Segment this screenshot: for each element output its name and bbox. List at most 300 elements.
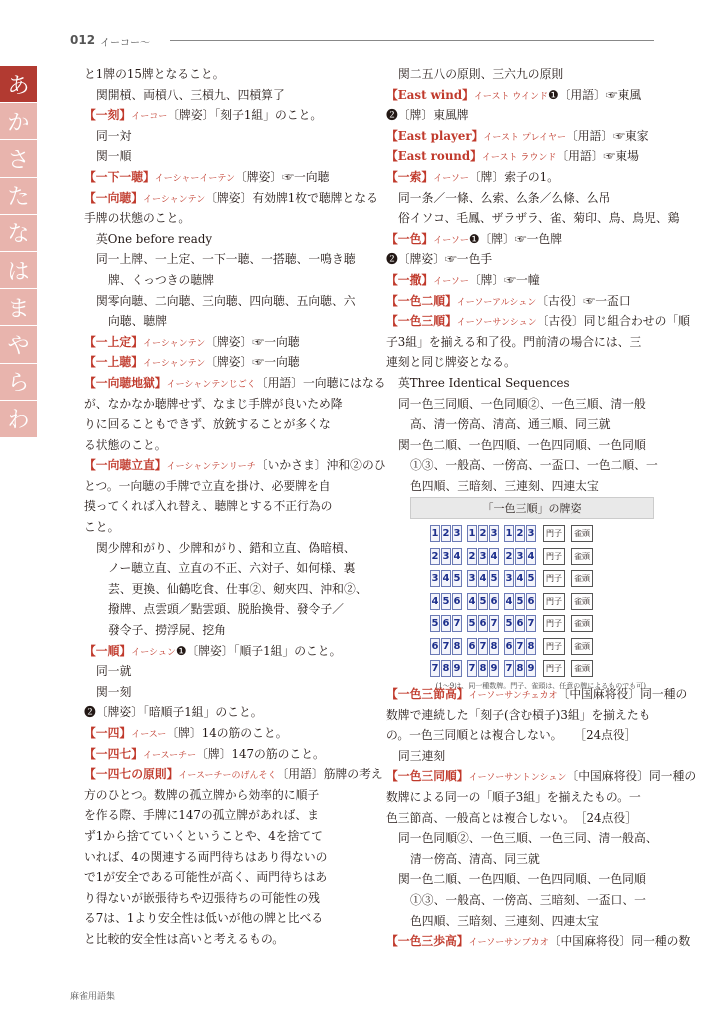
line-text: 関一色二順、一色四順、一色四同順、一色同順 [398, 437, 646, 452]
text-line [84, 785, 364, 806]
entry-headword-line [84, 167, 364, 188]
line-text: 手牌の状態のこと。 [84, 211, 191, 226]
headword-reading: イーソーサントンシュン [468, 773, 567, 784]
line-text: 同一色三同順、一色同順②、一色三順、清一般 [398, 396, 646, 411]
number-tile: 7 [489, 615, 499, 632]
text-line [386, 455, 656, 476]
line-text: 〔牌〕147の筋のこと。 [196, 746, 325, 761]
line-text: 〔牌姿〕☞一向聴 [235, 169, 330, 184]
text-line [84, 85, 364, 106]
text-line [84, 414, 364, 435]
number-tile: 8 [526, 638, 536, 655]
headword-reading: イーコー [131, 112, 168, 123]
line-text: 摸ってくれば入れ替え、聴牌とする不正行為の [84, 499, 333, 514]
line-text: いれば、4の関連する両門待ちはあり得ないの [84, 849, 328, 864]
number-tile: 2 [430, 548, 440, 565]
tile-row [430, 591, 654, 612]
text-line [386, 414, 656, 435]
line-text: 色四順、三暗刻、三連刻、四連太宝 [410, 913, 599, 928]
headword: 【一順】 [84, 643, 132, 658]
line-text: 〔牌姿〕有効牌1枚で聴牌となる [205, 190, 378, 205]
line-text: 同一就 [96, 664, 132, 679]
meld-placeholder-tile: 門子 [543, 570, 565, 587]
line-text: 〔牌〕14の筋のこと。 [166, 726, 288, 740]
index-tab: な [0, 215, 37, 252]
line-text: 関一順 [96, 149, 132, 164]
headword: 【一四七】 [84, 746, 143, 761]
line-text: ❷〔牌〕東風牌 [386, 108, 469, 123]
line-text: 發令子、撈浮屍、挖角 [108, 623, 226, 638]
text-line [386, 869, 656, 890]
number-tile: 2 [467, 548, 477, 565]
line-text: 子3組」を揃える和了役。門前清の場合には、三 [386, 334, 642, 349]
number-tile: 3 [515, 548, 525, 565]
line-text: 〔牌〕☞一幢 [468, 272, 540, 287]
line-text: ①③、一般高、一傍高、一盃口、一色二順、一 [410, 458, 658, 473]
number-tile: 5 [441, 593, 451, 610]
index-tab: か [0, 103, 37, 140]
text-line [84, 291, 364, 312]
index-tab: あ [0, 66, 37, 103]
text-line [84, 208, 364, 229]
number-tile: 3 [526, 525, 536, 542]
headword: 【一索】 [386, 169, 434, 184]
line-text: 同一対 [96, 128, 132, 143]
text-line [84, 599, 364, 620]
index-tab: わ [0, 401, 37, 438]
entry-headword-line [386, 291, 656, 312]
line-text: 撥牌、点雲頭／點雲頭、脱胎換骨、發令子／ [108, 602, 344, 617]
figure-title: 「一色三順」の牌姿 [410, 497, 654, 519]
headword: 【一向聴地獄】 [84, 375, 167, 390]
page-number: 012 [70, 33, 96, 47]
number-tile: 7 [441, 638, 451, 655]
page-header [70, 33, 654, 47]
entry-headword-line [386, 126, 656, 147]
headword-reading: イースト ウインド [473, 91, 549, 102]
meld-placeholder-tile: 門子 [543, 548, 565, 565]
number-tile: 4 [441, 570, 451, 587]
headword: 【一下一聴】 [84, 169, 155, 184]
line-text: が、なかなか聴牌せず、なまじ手牌が良いため降 [84, 396, 343, 411]
text-line [84, 249, 364, 270]
tile-row [430, 568, 654, 589]
entry-headword-line [84, 723, 364, 744]
text-line [84, 579, 368, 600]
number-tile: 9 [489, 660, 499, 677]
text-line [84, 620, 364, 641]
number-tile: 3 [430, 570, 440, 587]
line-text: 〔中国麻将役〕同一種の数 [548, 934, 691, 949]
headword-reading: イーソーサンシュン [456, 318, 537, 329]
line-text: ①③、一般高、一傍高、三暗刻、一盃口、一 [410, 892, 646, 907]
line-text: 〔中国麻将役〕同一種の [557, 687, 688, 701]
line-text: 〔牌姿〕☞一向聴 [205, 334, 300, 349]
number-tile: 6 [504, 638, 514, 655]
tile-row [430, 636, 654, 657]
line-text: の。一色三同順とは複合しない。 ［24点役］ [386, 728, 637, 743]
text-line [386, 64, 656, 85]
number-tile: 7 [504, 660, 514, 677]
number-tile: 3 [489, 525, 499, 542]
text-line [386, 394, 656, 415]
headword: 【一刻】 [84, 108, 132, 123]
number-tile: 7 [452, 615, 462, 632]
line-text: とつ。一向聴の手牌で立直を掛け、必要牌を自 [84, 478, 331, 493]
left-column [84, 64, 386, 950]
number-tile: 6 [515, 615, 525, 632]
text-line [84, 661, 364, 682]
text-line [84, 702, 364, 723]
line-text: 同三連刻 [398, 748, 446, 763]
entry-headword-line [84, 352, 364, 373]
number-tile: 7 [515, 638, 525, 655]
line-text: 俗イソコ、毛鳳、ザラザラ、雀、菊印、鳥、鳥児、鶏 [398, 211, 680, 226]
headword: 【一四】 [84, 726, 132, 740]
index-tab: さ [0, 140, 37, 177]
line-text: 〔用語〕一向聴にはなる [255, 375, 386, 390]
running-head: イーコー〜 [100, 38, 150, 49]
headword-reading: イーソーサンブカオ [468, 938, 549, 949]
entry-headword-line [84, 373, 386, 394]
number-tile: 9 [452, 660, 462, 677]
number-tile: 2 [515, 525, 525, 542]
text-line [386, 435, 656, 456]
entry-headword-line [386, 684, 688, 705]
number-tile: 6 [478, 615, 488, 632]
text-line [386, 208, 680, 229]
line-text: 関一色二順、一色四順、一色四同順、一色同順 [398, 872, 646, 887]
index-tab: は [0, 252, 37, 289]
line-text: 高、清一傍高、清高、通三順、同三就 [410, 417, 611, 432]
line-text: 牌、くっつきの聴牌 [108, 272, 214, 287]
number-tile: 4 [515, 570, 525, 587]
number-tile: 6 [526, 593, 536, 610]
line-text: る状態のこと。 [84, 437, 167, 452]
line-text: 〔用語〕筋牌の考え [276, 767, 383, 782]
pair-placeholder-tile: 雀頭 [571, 548, 593, 565]
number-tile: 8 [515, 660, 525, 677]
text-line [386, 476, 656, 497]
number-tile: 2 [504, 548, 514, 565]
number-tile: 7 [467, 660, 477, 677]
headword: 【一色三同順】 [386, 769, 469, 784]
number-tile: 9 [526, 660, 536, 677]
text-line [386, 105, 656, 126]
headword-reading: イーソー [433, 276, 469, 287]
number-tile: 4 [467, 593, 477, 610]
page-footer: 麻雀用語集 [70, 992, 116, 1002]
headword-reading: イーソー [433, 173, 469, 184]
headword-reading: イースーチー [143, 750, 197, 761]
entry-headword-line [386, 311, 690, 332]
number-tile: 1 [504, 525, 514, 542]
line-text: 〔古役〕☞一盃口 [536, 293, 631, 308]
number-tile: 4 [489, 548, 499, 565]
number-tile: 2 [478, 525, 488, 542]
line-text: る7は、1より安全性は低いが他の牌と比べる [84, 911, 324, 926]
line-text: 関一刻 [96, 684, 132, 699]
entry-headword-line [84, 188, 378, 209]
figure-tile-patterns [410, 497, 654, 690]
text-line [84, 805, 364, 826]
text-line [84, 311, 364, 332]
entry-headword-line [84, 641, 364, 662]
line-text: 同一上牌、一上定、一下一聴、一搭聴、一鳴き聴 [96, 252, 356, 267]
line-text: り得ないが嵌張待ちや辺張待ちの可能性の残 [84, 890, 320, 905]
text-line [84, 496, 364, 517]
number-tile: 1 [467, 525, 477, 542]
index-tabs [0, 66, 37, 438]
text-line [84, 476, 364, 497]
number-tile: 4 [526, 548, 536, 565]
number-tile: 6 [452, 593, 462, 610]
line-text: 色三節高、一般高とは複合しない。 ［24点役］ [386, 810, 637, 825]
line-text: ❷〔牌姿〕「暗順子1組」のこと。 [84, 705, 263, 720]
text-line [84, 538, 364, 559]
line-text: 関開槓、両槓八、三槓九、四槓算了 [96, 87, 285, 102]
headword-reading: イーシュン [131, 647, 176, 658]
line-text: 同一条／一條、么索、么条／么條、么吊 [398, 190, 611, 205]
text-line [84, 888, 364, 909]
figure-rows [410, 519, 654, 679]
meld-placeholder-tile: 門子 [543, 615, 565, 632]
line-text: 向聴、聴牌 [108, 314, 167, 329]
line-text: 同一色同順②、一色三順、一色三同、清一般高、 [398, 831, 658, 846]
text-line [386, 373, 656, 394]
text-line [84, 682, 364, 703]
number-tile: 3 [504, 570, 514, 587]
number-tile: 5 [515, 593, 525, 610]
text-line [84, 558, 364, 579]
number-tile: 6 [430, 638, 440, 655]
headword: 【一撒】 [386, 272, 434, 287]
text-line [386, 808, 656, 829]
line-text: ❶〔牌姿〕「順子1組」のこと。 [175, 643, 342, 658]
number-tile: 8 [441, 660, 451, 677]
text-line [84, 908, 364, 929]
number-tile: 7 [430, 660, 440, 677]
line-text: 関少牌和がり、少牌和がり、錯和立直、偽暗槓、 [96, 540, 356, 555]
number-tile: 4 [478, 570, 488, 587]
header-rule [170, 40, 654, 41]
headword: 【一色三節高】 [386, 687, 469, 701]
line-text: 〔用語〕☞東家 [566, 128, 649, 143]
tile-row [430, 658, 654, 679]
line-text: ず1から捨てていくということや、4を捨てて [84, 828, 323, 843]
text-line [386, 249, 656, 270]
text-line [84, 435, 364, 456]
entry-headword-line [84, 105, 364, 126]
entry-headword-line [386, 167, 656, 188]
headword-reading: イーシャンテン [143, 359, 206, 370]
text-line [84, 126, 364, 147]
headword: 【一色二順】 [386, 293, 457, 308]
number-tile: 4 [430, 593, 440, 610]
meld-placeholder-tile: 門子 [543, 593, 565, 610]
index-tab: や [0, 326, 37, 363]
text-line [386, 828, 656, 849]
headword: 【一上聴】 [84, 355, 143, 370]
line-text: 数牌で連続した「刻子(含む槓子)3組」を揃えたも [386, 707, 651, 722]
line-text: 関零向聴、二向聴、三向聴、四向聴、五向聴、六 [96, 293, 356, 308]
number-tile: 3 [441, 548, 451, 565]
number-tile: 6 [441, 615, 451, 632]
entry-headword-line [386, 146, 656, 167]
entry-headword-line [84, 764, 383, 785]
number-tile: 5 [430, 615, 440, 632]
number-tile: 2 [441, 525, 451, 542]
line-text: ❶〔用語〕☞東風 [548, 87, 642, 102]
line-text: 〔いかさま〕沖和②のひ [255, 458, 386, 473]
headword: 【一四七の原則】 [84, 767, 179, 782]
headword-reading: イーシャンテン [143, 338, 206, 349]
number-tile: 3 [478, 548, 488, 565]
headword: 【一上定】 [84, 334, 143, 349]
right-column-top [386, 64, 690, 496]
line-text: 色四順、三暗刻、三連刻、四連太宝 [410, 478, 599, 493]
number-tile: 7 [526, 615, 536, 632]
headword: 【一色三順】 [386, 314, 457, 329]
figure-note: (1～9は、同一種数牌。門子、雀頭は、任意の牌によるものでも可) [435, 681, 646, 690]
text-line [84, 929, 364, 950]
entry-headword-line [386, 931, 691, 952]
entry-headword-line [84, 332, 364, 353]
text-line [386, 746, 656, 767]
meld-placeholder-tile: 門子 [543, 660, 565, 677]
index-tab: た [0, 178, 37, 215]
pair-placeholder-tile: 雀頭 [571, 570, 593, 587]
line-text: 〔牌姿〕「刻子1組」のこと。 [167, 108, 323, 123]
entry-headword-line [386, 229, 656, 250]
tile-row [430, 523, 654, 544]
text-line [84, 847, 364, 868]
text-line [84, 517, 364, 538]
headword-reading: イーソーアルシュン [456, 297, 537, 308]
headword: 【一向聴立直】 [84, 458, 167, 473]
text-line [84, 146, 364, 167]
number-tile: 6 [467, 638, 477, 655]
text-line [386, 911, 656, 932]
number-tile: 1 [430, 525, 440, 542]
meld-placeholder-tile: 門子 [543, 638, 565, 655]
text-line [386, 332, 656, 353]
meld-placeholder-tile: 門子 [543, 525, 565, 542]
line-text: 〔中国麻将役〕同一種の [566, 769, 697, 784]
line-text: と比較的安全性は高いと考えるもの。 [84, 931, 285, 946]
line-text: 連刻と同じ牌姿となる。 [386, 355, 516, 370]
line-text: 清一傍高、清高、同三就 [410, 851, 540, 866]
text-line [386, 787, 656, 808]
entry-headword-line [386, 766, 697, 787]
line-text: と1牌の15牌となること。 [84, 67, 225, 81]
headword-reading: イーシャンテンリーチ [166, 462, 256, 473]
line-text: 〔用語〕☞東場 [556, 149, 639, 164]
number-tile: 7 [478, 638, 488, 655]
text-line [84, 826, 364, 847]
line-text: 芸、更換、仙鶴吃食、仕事②、剱夾四、沖和②、 [108, 581, 368, 596]
line-text: ノー聴立直、立直の不正、六対子、如何様、裏 [108, 561, 356, 576]
index-tab: ま [0, 289, 37, 326]
headword-reading: イーソー [433, 235, 469, 246]
entry-headword-line [386, 270, 656, 291]
number-tile: 5 [526, 570, 536, 587]
tile-row [430, 613, 654, 634]
number-tile: 8 [489, 638, 499, 655]
line-text: ❷〔牌姿〕☞一色手 [386, 252, 493, 267]
line-text: 英Three Identical Sequences [398, 375, 570, 390]
headword-reading: イーシャンテン [143, 194, 206, 205]
text-line [84, 229, 364, 250]
number-tile: 3 [467, 570, 477, 587]
headword-reading: イーシャーイーテン [154, 173, 235, 184]
headword-reading: イーソーサンチェカオ [468, 691, 558, 701]
headword-reading: イースト ラウンド [481, 153, 557, 164]
number-tile: 6 [489, 593, 499, 610]
pair-placeholder-tile: 雀頭 [571, 660, 593, 677]
headword: 【一色三歩高】 [386, 934, 469, 949]
tile-row [430, 546, 654, 567]
text-line [386, 890, 656, 911]
line-text: 数牌による同一の「順子3組」を揃えたもの。一 [386, 789, 641, 804]
entry-headword-line [84, 744, 364, 765]
line-text: 〔牌姿〕☞一向聴 [205, 355, 300, 370]
text-line [386, 188, 656, 209]
number-tile: 5 [478, 593, 488, 610]
index-tab: ら [0, 364, 37, 401]
text-line [386, 725, 656, 746]
line-text: 〔古役〕同じ組合わせの「順 [536, 314, 690, 329]
headword-reading: イースー [131, 730, 167, 740]
number-tile: 4 [504, 593, 514, 610]
text-line [386, 352, 656, 373]
line-text: ❶〔牌〕☞一色牌 [468, 231, 562, 246]
pair-placeholder-tile: 雀頭 [571, 615, 593, 632]
line-text: 〔牌〕索子の1。 [468, 169, 559, 184]
text-line [84, 867, 364, 888]
headword-reading: イーシャンテンじごく [166, 379, 256, 390]
number-tile: 4 [452, 548, 462, 565]
headword-reading: イースト プレイヤー [483, 132, 566, 143]
number-tile: 8 [452, 638, 462, 655]
number-tile: 5 [467, 615, 477, 632]
right-column-bottom [386, 684, 697, 952]
text-line [84, 394, 364, 415]
text-line [386, 849, 656, 870]
headword: 【一色】 [386, 231, 434, 246]
headword: 【East round】 [386, 149, 482, 164]
line-text: 英One before ready [96, 231, 213, 246]
line-text: で1が安全である可能性が高く、両門待ちはあ [84, 870, 328, 885]
headword-reading: イースーチーのげんそく [178, 771, 277, 782]
pair-placeholder-tile: 雀頭 [571, 593, 593, 610]
pair-placeholder-tile: 雀頭 [571, 638, 593, 655]
text-line [84, 64, 364, 85]
headword: 【East wind】 [386, 87, 474, 102]
line-text: りに回ることもできず、放銃することが多くな [84, 417, 331, 432]
number-tile: 8 [478, 660, 488, 677]
number-tile: 5 [504, 615, 514, 632]
headword: 【一向聴】 [84, 190, 143, 205]
number-tile: 5 [489, 570, 499, 587]
text-line [84, 270, 364, 291]
line-text: 関二五八の原則、三六九の原則 [398, 67, 564, 81]
number-tile: 3 [452, 525, 462, 542]
entry-headword-line [386, 85, 656, 106]
headword: 【East player】 [386, 128, 484, 143]
text-line [386, 705, 656, 726]
line-text: 方のひとつ。数牌の孤立牌から効率的に順子 [84, 787, 320, 802]
